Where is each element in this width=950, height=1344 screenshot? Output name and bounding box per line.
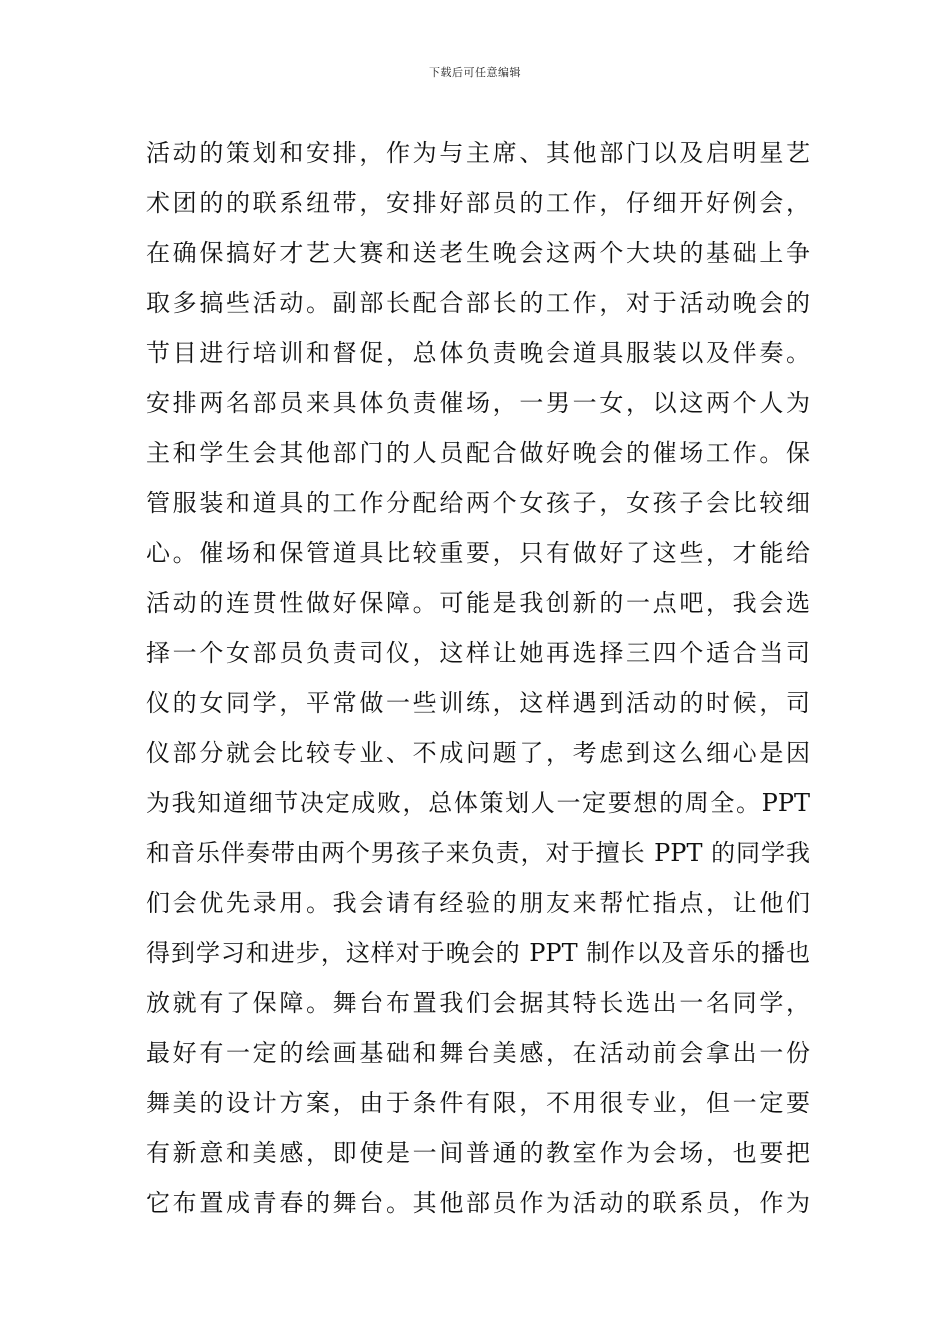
text-line: 择一个女部员负责司仪，这样让她再选择三四个适合当司 bbox=[146, 639, 810, 667]
text-line: 术团的的联系纽带，安排好部员的工作，仔细开好例会， bbox=[146, 189, 810, 217]
text-line: 舞美的设计方案，由于条件有限，不用很专业，但一定要 bbox=[146, 1089, 810, 1117]
text-line: 在确保搞好才艺大赛和送老生晚会这两个大块的基础上争 bbox=[146, 239, 810, 267]
text-line: 取多搞些活动。副部长配合部长的工作，对于活动晚会的 bbox=[146, 289, 810, 317]
text-line: 主和学生会其他部门的人员配合做好晚会的催场工作。保 bbox=[146, 439, 810, 467]
text-line: 活动的连贯性做好保障。可能是我创新的一点吧，我会选 bbox=[146, 589, 810, 617]
text-line: 仪的女同学，平常做一些训练，这样遇到活动的时候，司 bbox=[146, 689, 810, 717]
text-line: 最好有一定的绘画基础和舞台美感，在活动前会拿出一份 bbox=[146, 1039, 810, 1067]
page-header-note: 下载后可任意编辑 bbox=[429, 66, 521, 79]
body-text bbox=[146, 128, 810, 1228]
text-line: 管服装和道具的工作分配给两个女孩子，女孩子会比较细 bbox=[146, 489, 810, 517]
text-line: 它布置成青春的舞台。其他部员作为活动的联系员，作为 bbox=[146, 1189, 810, 1217]
text-line: 有新意和美感，即使是一间普通的教室作为会场，也要把 bbox=[146, 1139, 810, 1167]
text-line: 得到学习和进步，这样对于晚会的 PPT 制作以及音乐的播也 bbox=[146, 939, 810, 967]
text-line: 心。催场和保管道具比较重要，只有做好了这些，才能给 bbox=[146, 539, 810, 567]
text-line: 活动的策划和安排，作为与主席、其他部门以及启明星艺 bbox=[146, 139, 810, 167]
text-line: 节目进行培训和督促，总体负责晚会道具服装以及伴奏。 bbox=[146, 339, 810, 367]
text-line: 安排两名部员来具体负责催场，一男一女，以这两个人为 bbox=[146, 389, 810, 417]
text-line: 为我知道细节决定成败，总体策划人一定要想的周全。PPT bbox=[146, 789, 810, 817]
text-line: 仪部分就会比较专业、不成问题了，考虑到这么细心是因 bbox=[146, 739, 810, 767]
text-line: 们会优先录用。我会请有经验的朋友来帮忙指点，让他们 bbox=[146, 889, 810, 917]
text-line: 和音乐伴奏带由两个男孩子来负责，对于擅长 PPT 的同学我 bbox=[146, 839, 810, 867]
text-line: 放就有了保障。舞台布置我们会据其特长选出一名同学， bbox=[146, 989, 810, 1017]
